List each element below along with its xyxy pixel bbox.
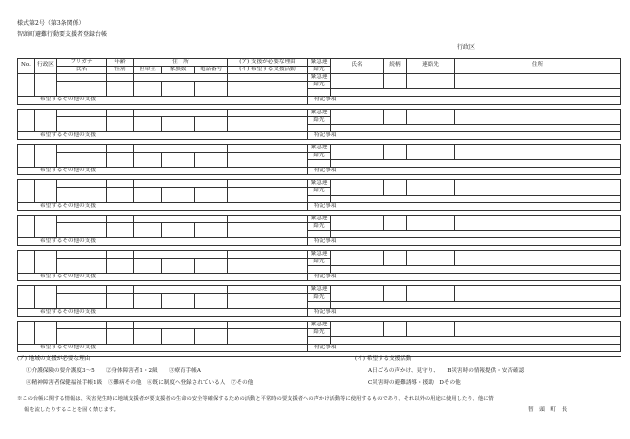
furigana-cell [57,286,107,294]
notes-cell [331,124,621,132]
contact-cell [407,251,455,266]
family-cell [162,258,195,273]
family-cell [162,223,195,238]
other-support-label: 希望するその他の支援 [18,273,308,281]
emergency-label-2: 絡先 [308,187,331,195]
special-notes-label: 特記事項 [308,309,621,317]
emergency-label-2: 絡先 [308,258,331,266]
activity-cell [228,223,308,238]
householder-cell [134,329,162,344]
emergency-spacer [308,230,331,238]
family-cell [162,187,195,202]
contact-address-cell [455,74,621,89]
furigana-cell [57,144,107,152]
emergency-label-1: 緊急連 [308,286,331,294]
table-row [18,286,621,294]
special-notes-label: 特記事項 [308,238,621,246]
name-cell [57,187,107,202]
district-label: 行政区 [457,44,476,51]
header-emergency-2: 絡先 [308,66,331,74]
district-cell [35,286,57,309]
no-cell [18,180,35,203]
contact-cell [407,109,455,124]
district-cell [35,180,57,203]
contact-address-cell [455,144,621,159]
householder-cell [134,294,162,309]
phone-cell [195,329,228,344]
special-notes-label: 特記事項 [308,132,621,140]
contact-cell [407,321,455,336]
phone-cell [195,223,228,238]
district-cell [35,109,57,132]
relation-cell [384,144,407,159]
no-cell [18,74,35,97]
address-cell [134,251,228,259]
reason-list-2: ④精神障害者保健福祉手帳1級 ⑤難病その他 ⑥既に制度へ登録されている人 ⑦その他 [26,380,254,386]
activity-list-1: A日ごろの声かけ、見守り、 B災害時の情報提供・安否確認 [368,368,525,374]
no-cell [18,109,35,132]
furigana-cell [57,321,107,329]
address-cell [134,74,228,82]
notes-cell [331,195,621,203]
district-cell [35,321,57,344]
sex-cell [107,117,134,132]
sex-cell [107,81,134,96]
age-cell [107,144,134,152]
notes-cell [331,230,621,238]
contact-name-cell [331,180,384,195]
sex-cell [107,258,134,273]
reason-cell [228,215,308,223]
age-cell [107,215,134,223]
contact-address-cell [455,109,621,124]
no-cell [18,251,35,274]
contact-address-cell [455,321,621,336]
furigana-cell [57,109,107,117]
usage-notice-1: ※この台帳に関する情報は、災害発生時に地域支援者が要支援者の生命の安全等確保するための活動と平常時の要支援者への声かけ活動等に使用するものであり、それ以外の用途に使用したり、他に情 [17,396,494,402]
emergency-label-2: 絡先 [308,329,331,337]
emergency-label-2: 絡先 [308,81,331,89]
activity-cell [228,258,308,273]
contact-name-cell [331,251,384,266]
notes-cell [331,266,621,274]
table-row [18,251,621,259]
table-row [18,344,621,352]
name-cell [57,81,107,96]
contact-cell [407,215,455,230]
family-cell [162,117,195,132]
no-cell [18,321,35,344]
emergency-label-1: 緊急連 [308,215,331,223]
relation-cell [384,215,407,230]
table-row [18,132,621,140]
activity-cell [228,152,308,167]
activity-cell [228,81,308,96]
contact-address-cell [455,251,621,266]
district-cell [35,251,57,274]
reason-cell [228,286,308,294]
district-cell [35,215,57,238]
name-cell [57,329,107,344]
phone-cell [195,294,228,309]
sex-cell [107,223,134,238]
sex-cell [107,294,134,309]
name-cell [57,294,107,309]
special-notes-label: 特記事項 [308,96,621,104]
reason-cell [228,251,308,259]
activity-cell [228,187,308,202]
page-title: 智頭町避難行動要支援者登録台帳 [17,31,108,38]
activity-cell [228,117,308,132]
no-cell [18,215,35,238]
reason-cell [228,321,308,329]
table-row [18,352,621,357]
contact-cell [407,144,455,159]
relation-cell [384,74,407,89]
relation-cell [384,109,407,124]
other-support-label: 希望するその他の支援 [18,96,308,104]
row-gap [18,352,621,357]
phone-cell [195,152,228,167]
address-cell [134,109,228,117]
emergency-spacer [308,195,331,203]
family-cell [162,152,195,167]
contact-name-cell [331,109,384,124]
notes-cell [331,160,621,168]
contact-name-cell [331,144,384,159]
contact-name-cell [331,74,384,89]
header-householder: 世帯主 [134,66,162,74]
table-row [18,144,621,152]
special-notes-label: 特記事項 [308,344,621,352]
emergency-label-2: 絡先 [308,223,331,231]
activity-title: (イ) 希望する支援活動 [355,356,412,362]
householder-cell [134,223,162,238]
header-furigana: フリガナ [57,59,107,67]
header-relation: 続柄 [384,59,407,74]
emergency-label-2: 絡先 [308,294,331,302]
reason-cell [228,180,308,188]
emergency-spacer [308,301,331,309]
district-cell [35,74,57,97]
furigana-cell [57,215,107,223]
householder-cell [134,152,162,167]
header-contact-name: 氏名 [331,59,384,74]
table-row [18,167,621,175]
contact-name-cell [331,321,384,336]
name-cell [57,258,107,273]
address-cell [134,321,228,329]
emergency-spacer [308,266,331,274]
header-emergency-1: 緊急連 [308,59,331,67]
address-cell [134,180,228,188]
header-contact: 連絡先 [407,59,455,74]
name-cell [57,117,107,132]
header-reason: (ア) 支援が必要な理由 [228,59,308,67]
special-notes-label: 特記事項 [308,167,621,175]
phone-cell [195,258,228,273]
table-row [18,321,621,329]
reason-cell [228,109,308,117]
contact-address-cell [455,215,621,230]
table-row [18,96,621,104]
other-support-label: 希望するその他の支援 [18,309,308,317]
contact-name-cell [331,215,384,230]
header-district: 行政区 [35,59,57,74]
reason-list-1: ①介護保険の要介護度3～5 ②身体障害者1・2級 ③療育手帳A [26,368,201,374]
reason-cell [228,144,308,152]
age-cell [107,321,134,329]
relation-cell [384,251,407,266]
table-row [18,180,621,188]
no-cell [18,286,35,309]
other-support-label: 希望するその他の支援 [18,238,308,246]
address-cell [134,144,228,152]
header-phone: 電話番号 [195,66,228,74]
relation-cell [384,321,407,336]
householder-cell [134,187,162,202]
furigana-cell [57,74,107,82]
notes-cell [331,89,621,97]
emergency-label-2: 絡先 [308,152,331,160]
header-family: 家族数 [162,66,195,74]
family-cell [162,294,195,309]
contact-address-cell [455,180,621,195]
age-cell [107,109,134,117]
table-row [18,309,621,317]
sex-cell [107,152,134,167]
table-row [18,203,621,211]
table-row [18,273,621,281]
address-cell [134,286,228,294]
emergency-label-1: 緊急連 [308,144,331,152]
emergency-label-1: 緊急連 [308,109,331,117]
form-number: 様式第2号（第3条関係） [17,20,85,27]
reason-cell [228,74,308,82]
contact-cell [407,180,455,195]
age-cell [107,286,134,294]
other-support-label: 希望するその他の支援 [18,344,308,352]
family-cell [162,81,195,96]
header-sex: 性別 [107,66,134,74]
table-row [18,215,621,223]
header-activity: (イ) 希望する支援活動 [228,66,308,74]
notes-cell [331,301,621,309]
contact-name-cell [331,286,384,301]
contact-address-cell [455,286,621,301]
address-cell [134,215,228,223]
name-cell [57,152,107,167]
relation-cell [384,286,407,301]
emergency-spacer [308,89,331,97]
householder-cell [134,258,162,273]
activity-cell [228,329,308,344]
other-support-label: 希望するその他の支援 [18,203,308,211]
age-cell [107,74,134,82]
emergency-spacer [308,337,331,345]
header-no: No. [18,59,35,74]
emergency-label-1: 緊急連 [308,180,331,188]
phone-cell [195,81,228,96]
furigana-cell [57,251,107,259]
usage-notice-2: 報を流したりすることを固く禁じます。 [24,407,119,413]
phone-cell [195,187,228,202]
contact-cell [407,74,455,89]
sex-cell [107,329,134,344]
emergency-label-1: 緊急連 [308,251,331,259]
emergency-label-1: 緊急連 [308,321,331,329]
activity-cell [228,294,308,309]
emergency-label-2: 絡先 [308,117,331,125]
special-notes-label: 特記事項 [308,273,621,281]
notes-cell [331,337,621,345]
table-row [18,238,621,246]
householder-cell [134,117,162,132]
family-cell [162,329,195,344]
contact-cell [407,286,455,301]
other-support-label: 希望するその他の支援 [18,132,308,140]
phone-cell [195,117,228,132]
table-header-row [18,59,621,67]
registry-table [17,58,621,357]
sex-cell [107,187,134,202]
relation-cell [384,180,407,195]
furigana-cell [57,180,107,188]
age-cell [107,251,134,259]
district-cell [35,144,57,167]
table-row [18,74,621,82]
activity-list-2: C災害時の避難誘導・援助 Dその他 [368,380,461,386]
mayor-signature: 智 頭 町 長 [528,407,568,413]
header-name: 氏名 [57,66,107,74]
reason-title: (ア) 地域の支援が必要な理由 [17,356,91,362]
no-cell [18,144,35,167]
special-notes-label: 特記事項 [308,203,621,211]
age-cell [107,180,134,188]
emergency-spacer [308,124,331,132]
emergency-spacer [308,160,331,168]
other-support-label: 希望するその他の支援 [18,167,308,175]
header-age: 年齢 [107,59,134,67]
header-contact-address: 住所 [455,59,621,74]
householder-cell [134,81,162,96]
name-cell [57,223,107,238]
header-address: 住 所 [134,59,228,67]
emergency-label-1: 緊急連 [308,74,331,82]
table-row [18,109,621,117]
